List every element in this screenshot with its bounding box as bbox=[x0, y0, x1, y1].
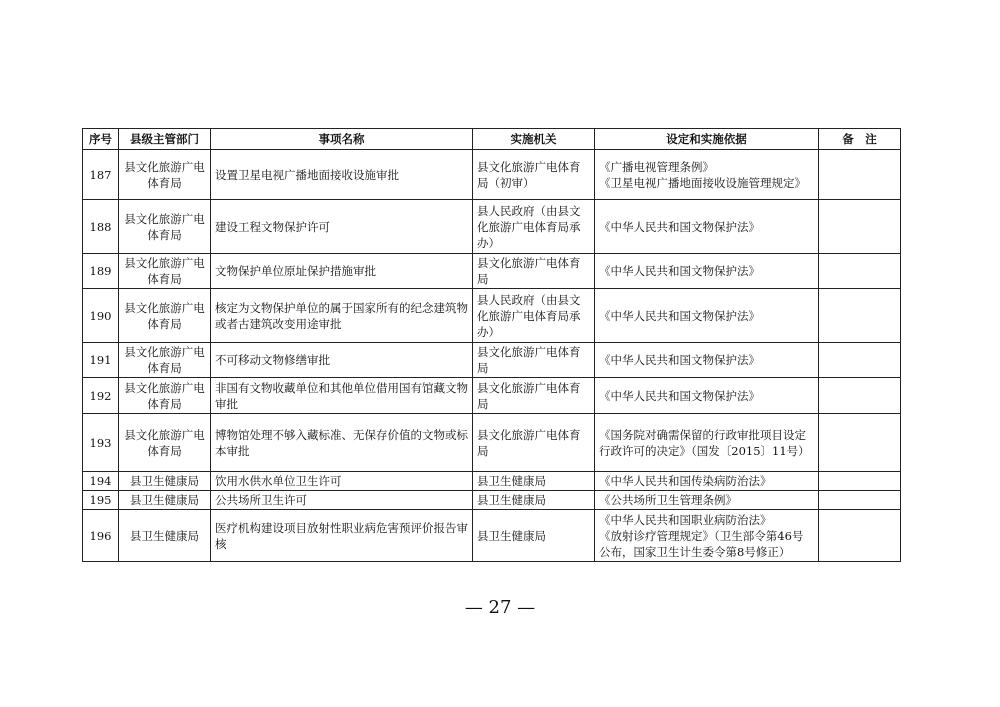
department-cell: 县文化旅游广电体育局 bbox=[119, 343, 211, 378]
header-item-name: 事项名称 bbox=[211, 129, 473, 150]
item-name-cell: 博物馆处理不够入藏标准、无保存价值的文物或标本审批 bbox=[211, 414, 473, 472]
implementing-agency-cell: 县文化旅游广电体育局 bbox=[473, 343, 595, 378]
legal-basis-cell bbox=[595, 150, 819, 200]
serial-number-cell: 187 bbox=[83, 150, 119, 200]
legal-basis-cell bbox=[595, 343, 819, 378]
header-remarks: 备 注 bbox=[819, 129, 901, 150]
table-row bbox=[83, 343, 901, 378]
remarks-cell bbox=[819, 343, 901, 378]
approval-items-table bbox=[82, 128, 901, 562]
implementing-agency-cell: 县文化旅游广电体育局（初审） bbox=[473, 150, 595, 200]
table-row bbox=[83, 200, 901, 254]
legal-basis-line: 《卫星电视广播地面接收设施管理规定》 bbox=[599, 175, 806, 190]
department-cell: 县文化旅游广电体育局 bbox=[119, 289, 211, 343]
legal-basis-line: 《中华人民共和国文物保护法》 bbox=[599, 353, 760, 367]
remarks-cell bbox=[819, 150, 901, 200]
table-row bbox=[83, 254, 901, 289]
table-row bbox=[83, 491, 901, 510]
legal-basis-cell bbox=[595, 491, 819, 510]
department-cell: 县文化旅游广电体育局 bbox=[119, 414, 211, 472]
implementing-agency-cell: 县人民政府（由县文化旅游广电体育局承办） bbox=[473, 200, 595, 254]
item-name-cell: 饮用水供水单位卫生许可 bbox=[211, 472, 473, 491]
remarks-cell bbox=[819, 289, 901, 343]
legal-basis-cell bbox=[595, 254, 819, 289]
department-cell: 县卫生健康局 bbox=[119, 510, 211, 562]
table-row bbox=[83, 378, 901, 414]
header-legal-basis: 设定和实施依据 bbox=[595, 129, 819, 150]
department-cell: 县卫生健康局 bbox=[119, 491, 211, 510]
implementing-agency-cell: 县卫生健康局 bbox=[473, 510, 595, 562]
legal-basis-line: 《国务院对确需保留的行政审批项目设定行政许可的决定》（国发〔2015〕11号） bbox=[599, 427, 810, 458]
header-implementing-agency: 实施机关 bbox=[473, 129, 595, 150]
serial-number-cell: 196 bbox=[83, 510, 119, 562]
item-name-cell: 建设工程文物保护许可 bbox=[211, 200, 473, 254]
remarks-cell bbox=[819, 472, 901, 491]
legal-basis-line: 《中华人民共和国传染病防治法》 bbox=[599, 474, 772, 488]
serial-number-cell: 190 bbox=[83, 289, 119, 343]
implementing-agency-cell: 县人民政府（由县文化旅游广电体育局承办） bbox=[473, 289, 595, 343]
remarks-cell bbox=[819, 510, 901, 562]
item-name-cell: 设置卫星电视广播地面接收设施审批 bbox=[211, 150, 473, 200]
legal-basis-cell bbox=[595, 289, 819, 343]
serial-number-cell: 194 bbox=[83, 472, 119, 491]
legal-basis-line: 《公共场所卫生管理条例》 bbox=[599, 493, 737, 507]
table-row bbox=[83, 414, 901, 472]
header-department: 县级主管部门 bbox=[119, 129, 211, 150]
legal-basis-line: 《放射诊疗管理规定》（卫生部令第46号公布，国家卫生计生委令第8号修正） bbox=[599, 528, 804, 559]
legal-basis-cell bbox=[595, 472, 819, 491]
legal-basis-line: 《中华人民共和国文物保护法》 bbox=[599, 219, 760, 234]
department-cell: 县文化旅游广电体育局 bbox=[119, 150, 211, 200]
serial-number-cell: 193 bbox=[83, 414, 119, 472]
legal-basis-line: 《广播电视管理条例》 bbox=[599, 159, 714, 174]
table-row bbox=[83, 289, 901, 343]
legal-basis-line: 《中华人民共和国文物保护法》 bbox=[599, 264, 760, 278]
implementing-agency-cell: 县卫生健康局 bbox=[473, 491, 595, 510]
department-cell: 县文化旅游广电体育局 bbox=[119, 378, 211, 414]
serial-number-cell: 191 bbox=[83, 343, 119, 378]
serial-number-cell: 189 bbox=[83, 254, 119, 289]
legal-basis-line: 《中华人民共和国职业病防治法》 bbox=[599, 512, 772, 527]
item-name-cell: 非国有文物收藏单位和其他单位借用国有馆藏文物审批 bbox=[211, 378, 473, 414]
legal-basis-cell bbox=[595, 378, 819, 414]
implementing-agency-cell: 县文化旅游广电体育局 bbox=[473, 254, 595, 289]
serial-number-cell: 192 bbox=[83, 378, 119, 414]
legal-basis-cell bbox=[595, 414, 819, 472]
implementing-agency-cell: 县文化旅游广电体育局 bbox=[473, 414, 595, 472]
legal-basis-line: 《中华人民共和国文物保护法》 bbox=[599, 388, 760, 403]
implementing-agency-cell: 县文化旅游广电体育局 bbox=[473, 378, 595, 414]
remarks-cell bbox=[819, 491, 901, 510]
legal-basis-cell bbox=[595, 510, 819, 562]
department-cell: 县卫生健康局 bbox=[119, 472, 211, 491]
department-cell: 县文化旅游广电体育局 bbox=[119, 200, 211, 254]
remarks-cell bbox=[819, 200, 901, 254]
item-name-cell: 不可移动文物修缮审批 bbox=[211, 343, 473, 378]
table-row bbox=[83, 472, 901, 491]
implementing-agency-cell: 县卫生健康局 bbox=[473, 472, 595, 491]
table-row bbox=[83, 510, 901, 562]
item-name-cell: 医疗机构建设项目放射性职业病危害预评价报告审核 bbox=[211, 510, 473, 562]
item-name-cell: 核定为文物保护单位的属于国家所有的纪念建筑物或者古建筑改变用途审批 bbox=[211, 289, 473, 343]
legal-basis-line: 《中华人民共和国文物保护法》 bbox=[599, 308, 760, 323]
remarks-cell bbox=[819, 378, 901, 414]
table-header-row bbox=[83, 129, 901, 150]
table-row bbox=[83, 150, 901, 200]
item-name-cell: 公共场所卫生许可 bbox=[211, 491, 473, 510]
remarks-cell bbox=[819, 254, 901, 289]
remarks-cell bbox=[819, 414, 901, 472]
page-number: — 27 — bbox=[464, 597, 536, 618]
serial-number-cell: 188 bbox=[83, 200, 119, 254]
item-name-cell: 文物保护单位原址保护措施审批 bbox=[211, 254, 473, 289]
legal-basis-cell bbox=[595, 200, 819, 254]
serial-number-cell: 195 bbox=[83, 491, 119, 510]
department-cell: 县文化旅游广电体育局 bbox=[119, 254, 211, 289]
header-serial-number: 序号 bbox=[83, 129, 119, 150]
